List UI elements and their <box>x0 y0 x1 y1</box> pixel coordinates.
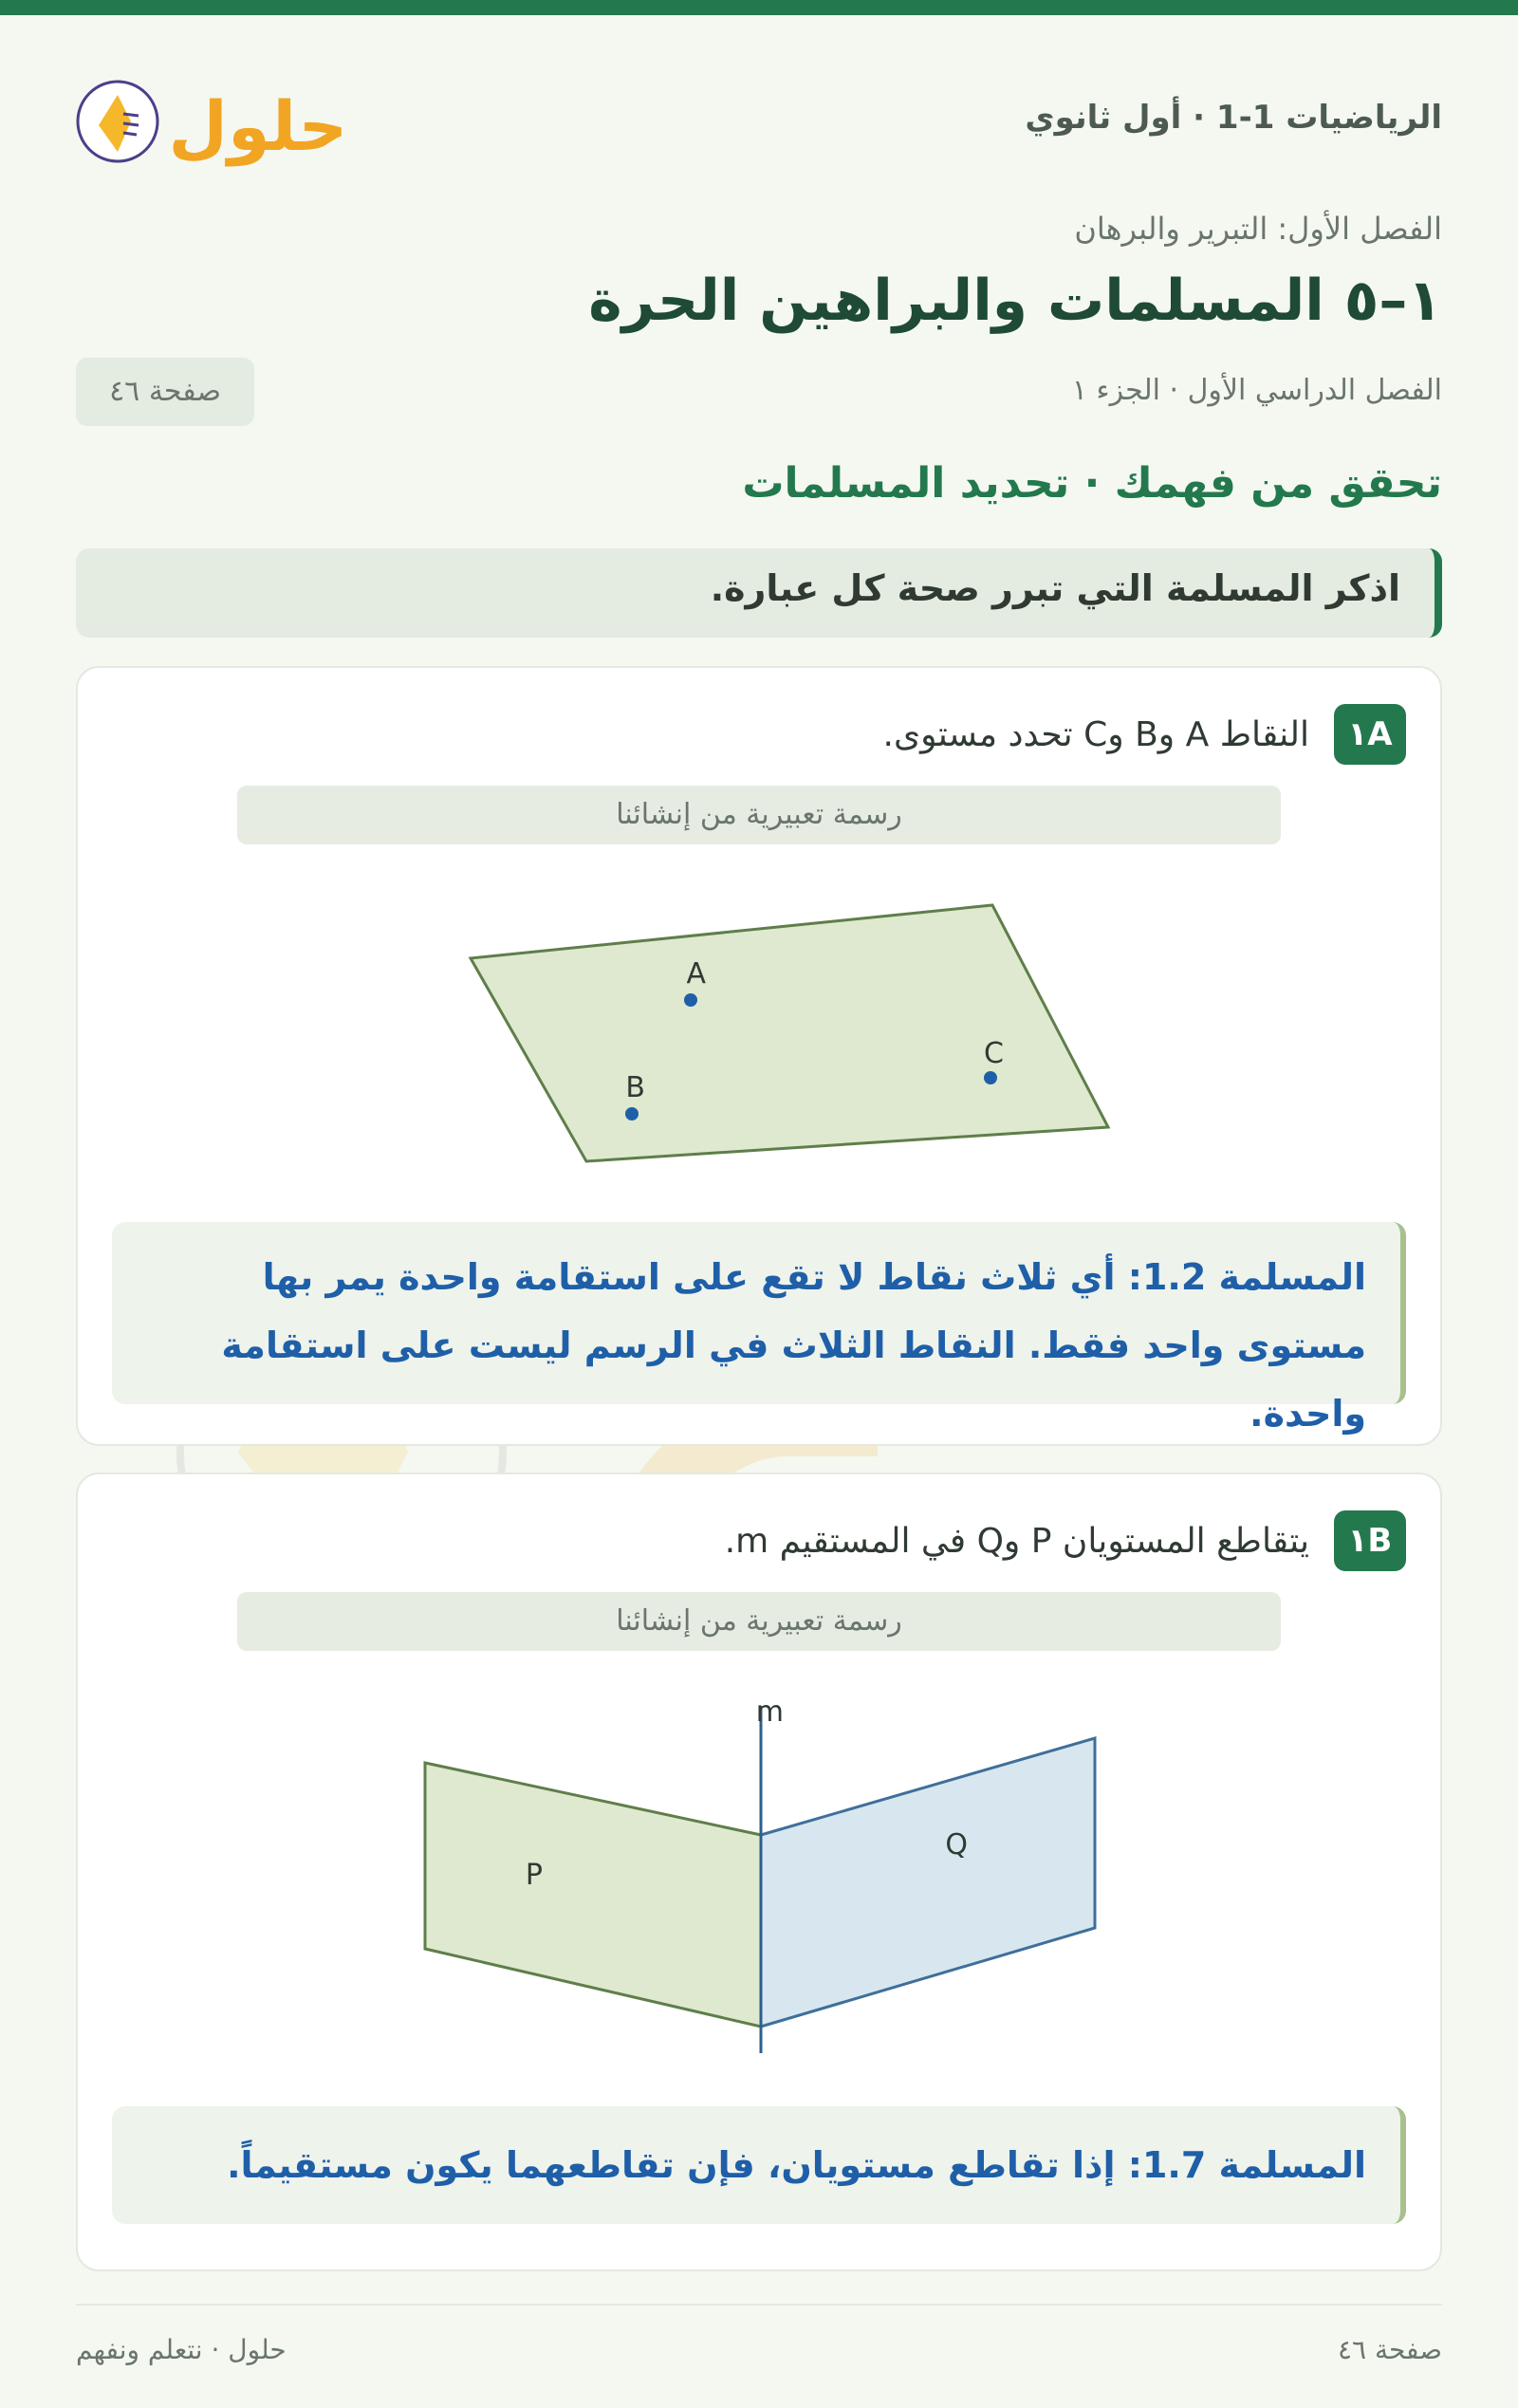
footer-page: صفحة ٤٦ <box>1337 2334 1442 2365</box>
intersecting-planes-figure <box>78 1674 1440 2110</box>
figure-caption: رسمة تعبيرية من إنشائنا <box>237 1592 1281 1651</box>
footer-divider <box>76 2304 1442 2306</box>
chapter-label: الفصل الأول: التبرير والبرهان <box>1074 211 1442 247</box>
label-m: m <box>755 1695 784 1729</box>
plane-p <box>425 1763 761 2027</box>
plane-q <box>761 1738 1095 2027</box>
exercise-question: النقاط A وB وC تحدد مستوى. <box>882 715 1309 754</box>
exercise-card-1b <box>76 1473 1442 2271</box>
postulate-body: أي ثلاث نقاط لا تقع على استقامة واحدة يمر بها مستوى واحد فقط. النقاط الثلاث في الرسم ليست على استقامة واحدة. <box>221 1256 1366 1435</box>
postulate-label: المسلمة 1.2: <box>1127 1256 1366 1298</box>
instruction-text: اذكر المسلمة التي تبرر صحة كل عبارة. <box>710 567 1400 609</box>
postulate-box <box>112 2106 1406 2224</box>
logo-wordmark: حلول <box>168 86 348 166</box>
point-c <box>984 1071 997 1084</box>
lesson-title: ١–٥ المسلمات والبراهين الحرة <box>588 268 1442 334</box>
subject-label: الرياضيات 1-1 · أول ثانوي <box>1025 99 1442 137</box>
instruction-box <box>76 548 1442 638</box>
label-p: P <box>525 1859 543 1892</box>
exercise-badge: ١A <box>1334 704 1406 765</box>
point-b <box>625 1107 639 1121</box>
page-number-badge: صفحة ٤٦ <box>76 358 254 426</box>
exercise-question: يتقاطع المستويان P وQ في المستقيم m. <box>724 1522 1309 1561</box>
page-header <box>76 66 1442 180</box>
postulate-label: المسلمة 1.7: <box>1127 2144 1366 2186</box>
postulate-body: إذا تقاطع مستويان، فإن تقاطعهما يكون مستقيماً. <box>227 2144 1116 2186</box>
postulate-statement <box>157 2131 1366 2199</box>
exercise-card-1a <box>76 666 1442 1446</box>
figure-caption: رسمة تعبيرية من إنشائنا <box>237 786 1281 844</box>
exercise-badge: ١B <box>1334 1510 1406 1571</box>
label-a: A <box>686 957 706 991</box>
postulate-box <box>112 1222 1406 1435</box>
postulate-statement <box>157 1243 1366 1448</box>
top-accent-bar <box>0 0 1518 15</box>
footer-brand: حلول · نتعلم ونفهم <box>76 2334 287 2365</box>
label-q: Q <box>945 1828 968 1862</box>
label-c: C <box>984 1037 1004 1070</box>
hulul-logo <box>76 66 351 180</box>
plane-shape <box>471 905 1108 1161</box>
term-label: الفصل الدراسي الأول · الجزء ١ <box>1071 374 1442 407</box>
label-b: B <box>625 1071 645 1104</box>
plane-figure-abc <box>78 882 1440 1186</box>
section-title: تحقق من فهمك · تحديد المسلمات <box>742 459 1442 508</box>
point-a <box>684 993 697 1007</box>
